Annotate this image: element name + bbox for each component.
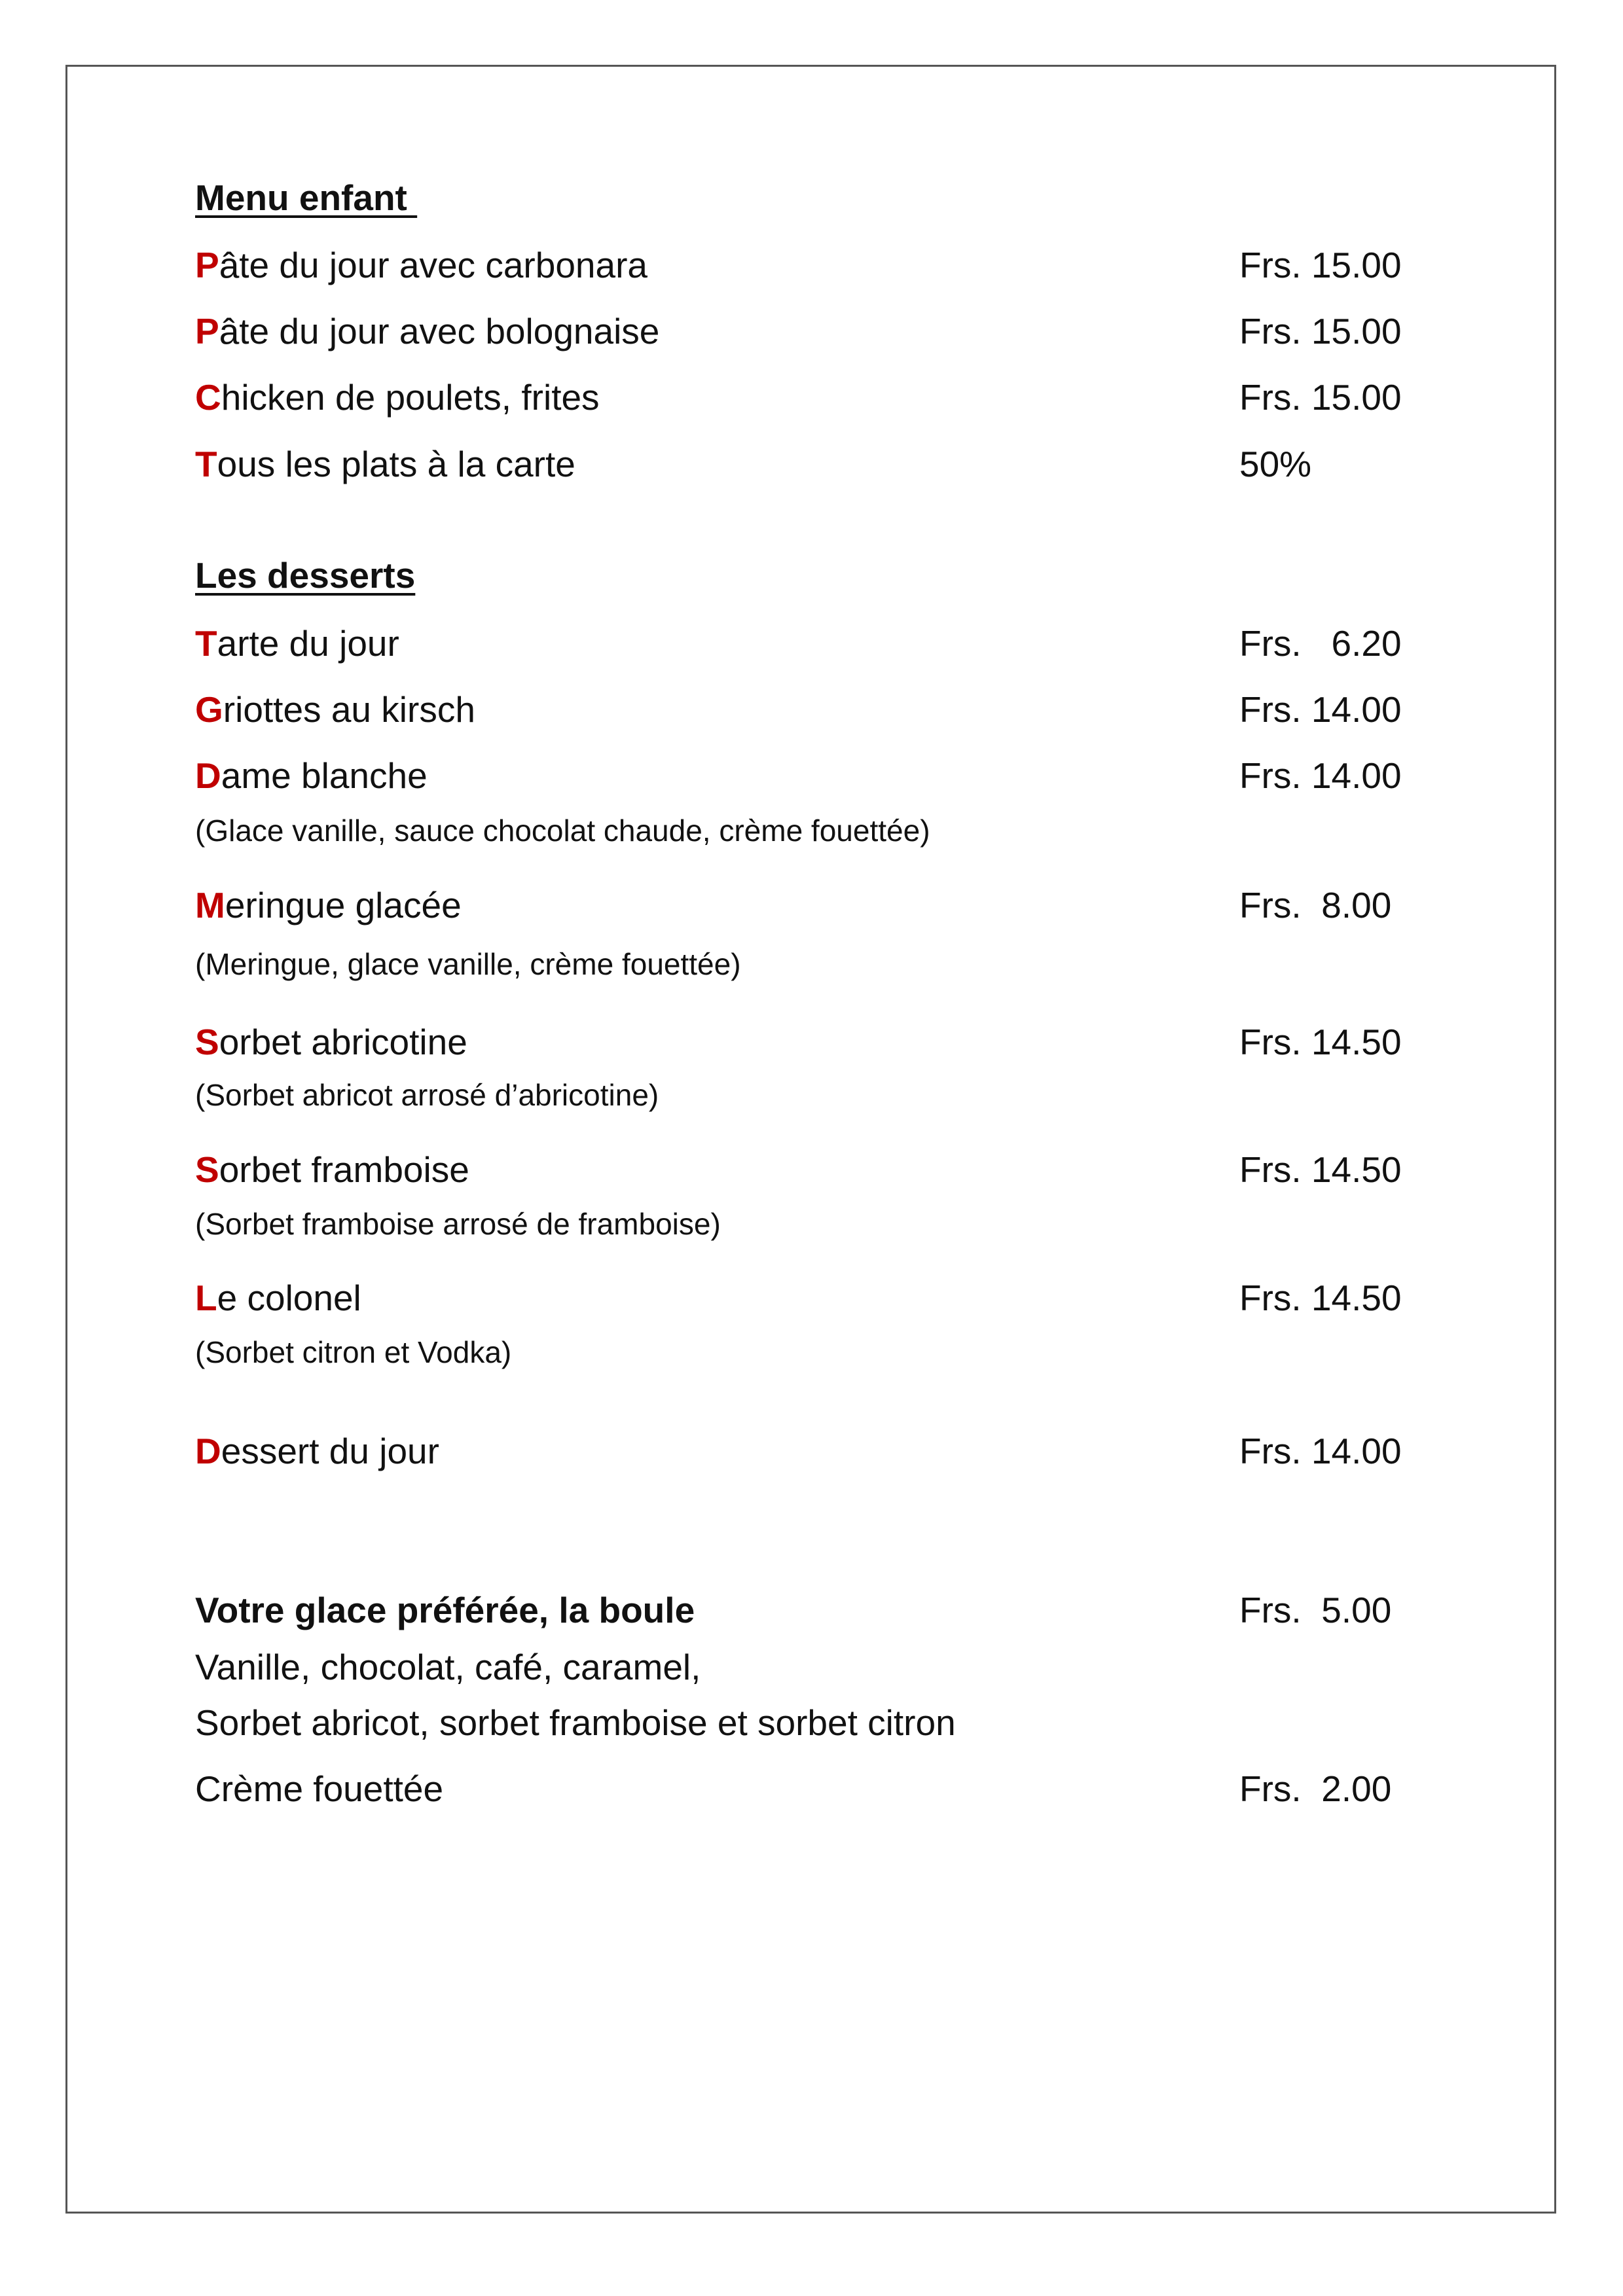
menu-item: Tous les plats à la carte bbox=[195, 444, 575, 484]
dessert-item: Sorbet framboise bbox=[195, 1149, 469, 1190]
dessert-price: Frs. 14.00 bbox=[1239, 689, 1402, 730]
dessert-price: Frs. 6.20 bbox=[1239, 623, 1402, 664]
glace-title: Votre glace préférée, la boule bbox=[195, 1590, 695, 1630]
dessert-price: Frs. 8.00 bbox=[1239, 885, 1392, 925]
dessert-description: (Sorbet citron et Vodka) bbox=[195, 1335, 512, 1369]
dessert-price: Frs. 14.50 bbox=[1239, 1022, 1402, 1062]
creme-fouettee-price: Frs. 2.00 bbox=[1239, 1768, 1392, 1809]
dessert-description: (Meringue, glace vanille, crème fouettée) bbox=[195, 947, 741, 981]
dessert-price: Frs. 14.00 bbox=[1239, 1431, 1402, 1471]
menu-item-price: Frs. 15.00 bbox=[1239, 377, 1402, 418]
dessert-price: Frs. 14.00 bbox=[1239, 755, 1402, 796]
menu-item: Pâte du jour avec bolognaise bbox=[195, 311, 660, 351]
menu-item: Chicken de poulets, frites bbox=[195, 377, 600, 418]
dessert-description: (Sorbet abricot arrosé d’abricotine) bbox=[195, 1078, 659, 1112]
section-heading-menu-enfant: Menu enfant bbox=[195, 177, 418, 218]
dessert-item: Tarte du jour bbox=[195, 623, 399, 664]
dessert-item: Le colonel bbox=[195, 1278, 361, 1318]
dessert-item: Sorbet abricotine bbox=[195, 1022, 467, 1062]
dessert-price: Frs. 14.50 bbox=[1239, 1149, 1402, 1190]
dessert-item: Dessert du jour bbox=[195, 1431, 439, 1471]
dessert-item: Griottes au kirsch bbox=[195, 689, 475, 730]
glace-price: Frs. 5.00 bbox=[1239, 1590, 1392, 1630]
dessert-item: Dame blanche bbox=[195, 755, 428, 796]
dessert-item: Meringue glacée bbox=[195, 885, 462, 925]
dessert-description: (Sorbet framboise arrosé de framboise) bbox=[195, 1207, 721, 1241]
section-heading-desserts: Les desserts bbox=[195, 555, 416, 596]
menu-item: Pâte du jour avec carbonara bbox=[195, 245, 647, 285]
dessert-price: Frs. 14.50 bbox=[1239, 1278, 1402, 1318]
menu-item-price: Frs. 15.00 bbox=[1239, 311, 1402, 351]
menu-item-price: Frs. 15.00 bbox=[1239, 245, 1402, 285]
dessert-description: (Glace vanille, sauce chocolat chaude, crème fouettée) bbox=[195, 814, 930, 848]
creme-fouettee-label: Crème fouettée bbox=[195, 1768, 444, 1809]
glace-flavours-line-2: Sorbet abricot, sorbet framboise et sorbet citron bbox=[195, 1702, 956, 1743]
menu-item-price: 50% bbox=[1239, 444, 1312, 484]
glace-flavours-line-1: Vanille, chocolat, café, caramel, bbox=[195, 1647, 701, 1687]
